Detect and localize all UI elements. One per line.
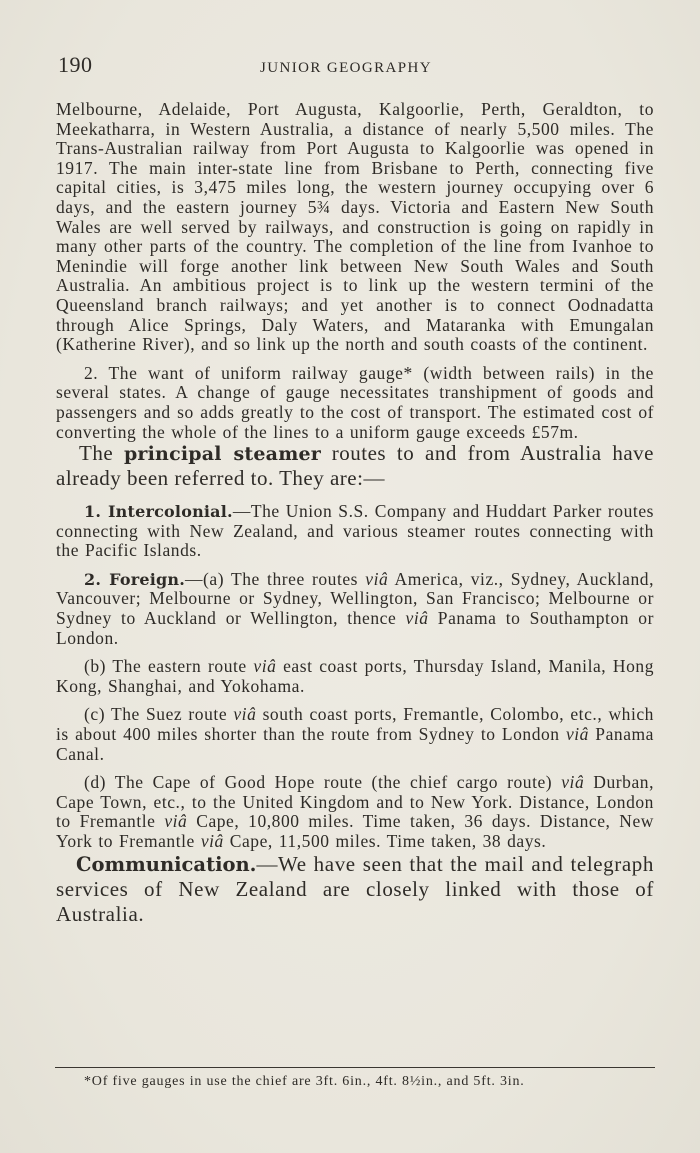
route-b-text-2: east coast ports, Thursday Island, Manila, Hong Kong, Shanghai, and Yokohama. — [56, 656, 654, 696]
page-number: 190 — [58, 52, 93, 77]
route-d-text-2: Durban, Cape Town, etc., to the United Kingdom and to New York. Distance, London to Fremantle — [56, 772, 654, 832]
foreign-heading: 2. Foreign. — [84, 569, 185, 589]
steamer-intro-start: The — [79, 441, 124, 466]
foreign-a-text-3: Panama to Southampton or London. — [56, 608, 654, 648]
route-b-text-1: (b) The eastern route — [84, 656, 254, 677]
foreign-a-text-1: —(a) The three routes — [184, 568, 366, 589]
steamer-intro-end: routes to and from Australia have already been referred to. They are:— — [56, 441, 654, 490]
foreign-a-text-2: America, viz., Sydney, Auckland, Vancouver; Melbourne or Sydney, Wellington, San Francisco; Melbourne or Sydney to Auckland or Wellington, thence — [56, 568, 654, 629]
intercolonial-text: —The Union S.S. Company and Huddart Parker routes connecting with New Zealand, and various steamer routes connecting with the Pacific Islands. — [56, 501, 654, 561]
route-c-text-2: south coast ports, Fremantle, Colombo, etc., which is about 400 miles shorter than the route from Sydney to London — [56, 704, 654, 745]
via-word: viâ — [405, 608, 429, 629]
running-title: JUNIOR GEOGRAPHY — [260, 60, 432, 76]
foreign-paragraph — [56, 570, 654, 648]
railways-paragraph-2 — [56, 364, 654, 442]
railways-paragraph-1-text: Melbourne, Adelaide, Port Augusta, Kalgoorlie, Perth, Geraldton, to Meekatharra, in Western Australia, a distance of nearly 5,500 miles. The Trans-Australian railway from Port Augusta to Kalgoorlie was opened in 1917. The main inter-state line from Brisbane to Perth, connecting five capital cities, is 3,475 miles long, the western journey occupying over 6 days, and the eastern journey 5¾ days. Victoria and Eastern New South Wales are well served by railways, and construction is going on rapidly in many other parts of the country. The completion of the line from Ivanhoe to Menindie will forge another link between New South Wales and South Australia. An ambitious project is to link up the western termini of the Queensland branch railways; and yet another is to connect Oodnadatta through Alice Springs, Daly Waters, and Mataranka with Emungalan (Katherine River), and so link up the north and south coasts of the continent. — [56, 99, 654, 355]
route-c-paragraph — [56, 705, 654, 764]
steamer-routes-intro — [56, 442, 654, 490]
footnote: *Of five gauges in use the chief are 3ft. 6in., 4ft. 8½in., and 5ft. 3in. — [84, 1074, 525, 1089]
footnote-marker: * — [403, 362, 413, 383]
via-word: viâ — [561, 772, 585, 793]
route-d-paragraph — [56, 773, 654, 851]
route-c-text-1: (c) The Suez route — [84, 704, 234, 725]
footnote-rule — [55, 1067, 655, 1068]
communication-heading: Communication. — [76, 852, 257, 876]
gauge-text-start: 2. The want of uniform railway gauge — [84, 362, 404, 383]
via-word: viâ — [253, 656, 277, 677]
communication-text: —We have seen that the mail and telegraph services of New Zealand are closely linked with those of Australia. — [56, 851, 654, 926]
gauge-text-rest: (width between rails) in the several states. A change of gauge necessitates transhipment of goods and passengers and so adds greatly to the cost of transport. The estimated cost of converting the whole of the lines to a uniform gauge exceeds £57m. — [56, 362, 654, 442]
intercolonial-heading: 1. Intercolonial. — [84, 502, 233, 522]
via-word: viâ — [164, 811, 188, 832]
intercolonial-paragraph — [56, 502, 654, 561]
body-text — [56, 100, 654, 927]
communication-paragraph — [56, 852, 654, 927]
route-d-text-3: Cape, 10,800 miles. Time taken, 36 days. Distance, New York to Fremantle — [56, 811, 654, 851]
page-header — [58, 52, 658, 82]
railways-paragraph-1 — [56, 100, 654, 355]
route-b-paragraph — [56, 657, 654, 696]
via-word: viâ — [565, 724, 589, 745]
via-word: viâ — [233, 704, 257, 725]
via-word: viâ — [200, 831, 224, 851]
route-c-text-3: Panama Canal. — [56, 724, 654, 764]
route-d-text-1: (d) The Cape of Good Hope route (the chief cargo route) — [84, 772, 562, 793]
steamer-intro-bold: principal steamer — [123, 443, 321, 466]
via-word: viâ — [365, 568, 389, 589]
route-d-text-4: Cape, 11,500 miles. Time taken, 38 days. — [223, 831, 547, 851]
